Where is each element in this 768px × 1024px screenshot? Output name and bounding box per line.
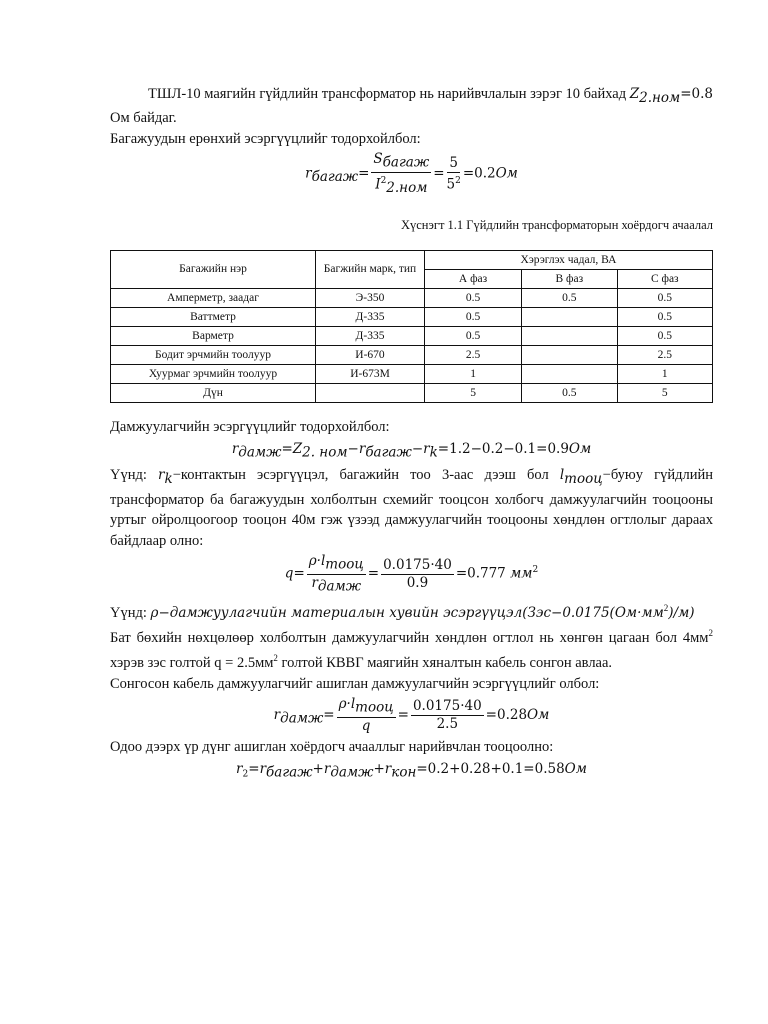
cell-a: 1 [425, 364, 522, 383]
formula5-lhs-sub: 2 [242, 770, 249, 781]
formula4-result: =0.28 [485, 707, 528, 724]
formula4-num2: 0.0175·40 [412, 698, 482, 715]
table-row [111, 364, 713, 383]
formula1-result: =0.2 [462, 165, 496, 182]
formula2-z-sub: 2. ном [302, 444, 348, 461]
formula4-num-sub: тооц [355, 699, 394, 716]
header-phase-b: В фаз [522, 269, 617, 288]
formula5-r3: r [384, 761, 392, 778]
formula3-num-sub: тооц [325, 557, 364, 574]
formula2-r1: r [358, 441, 366, 458]
para4-r: r [158, 467, 165, 484]
paragraph-resistivity [110, 598, 713, 623]
formula5-r3-sub: кон [391, 765, 417, 782]
formula4-fraction [337, 696, 396, 735]
formula5-r1-sub: багаж [266, 765, 313, 782]
para5-lead: Үүнд: [110, 604, 151, 621]
formula1-unit: Ом [495, 165, 518, 182]
cell-mark: Д-335 [316, 326, 425, 345]
cell-a: 0.5 [425, 288, 522, 307]
formula1-num: S [373, 151, 383, 168]
para4-text2: −буюу гүйдлийн трансформатор ба багажуудын холболтын схемийг тооцсон холбогч дамжуулагчийн тооцооны уртыг ойролцоогоор тооцон 40м гэж үзээд дамжуулагчийн тооцооны хөндлөн огтлолыг дараах байдлаар олно: [110, 467, 713, 549]
formula3-den: r [311, 575, 318, 592]
table-row [111, 345, 713, 364]
cell-b [522, 307, 617, 326]
formula3-unit: мм [510, 566, 533, 583]
cell-b [522, 326, 617, 345]
formula4-lhs: r [273, 707, 281, 724]
formula4-eq: = [323, 707, 335, 724]
formula4-eq2: = [397, 707, 409, 724]
table-caption: Хүснэгт 1.1 Гүйдлийн трансформаторын хоёрдогч ачаалал [400, 218, 713, 233]
para5-text: ρ−дамжуулагчийн материалын хувийн эсэргүүцэл(Зэс−0.0175(Ом·мм [150, 604, 664, 621]
para4-r-sub: k [164, 471, 173, 488]
formula1-fraction [371, 151, 431, 197]
paragraph-intro [110, 84, 713, 129]
table-row [111, 307, 713, 326]
formula3-num2: 0.0175·40 [383, 557, 452, 574]
formula3-num: ρ·l [308, 553, 326, 570]
table-row [111, 326, 713, 345]
header-instrument-name: Багажийн нэр [111, 250, 316, 288]
z-subscript: 2.ном [639, 89, 681, 106]
formula5-plus1: + [312, 761, 324, 778]
cell-name: Бодит эрчмийн тоолуур [111, 345, 316, 364]
para4-text1: −контактын эсэргүүцэл, багажийн тоо 3-аас дээш бол [172, 467, 560, 484]
formula5-unit: Ом [564, 761, 587, 778]
formula5-plus2: + [373, 761, 385, 778]
z-unit-text: Ом байдаг. [110, 110, 177, 127]
formula2-lhs: r [231, 441, 239, 458]
formula1-lhs-sub: багаж [311, 169, 359, 186]
cell-b [522, 345, 617, 364]
formula5-eq: = [248, 761, 260, 778]
paragraph-conductor-resistance: Дамжуулагчийн эсэргүүцлийг тодорхойлбол: [110, 418, 390, 435]
formula4-den: q [361, 717, 371, 734]
formula3-fraction2 [381, 557, 454, 592]
cell-b: 0.5 [522, 288, 617, 307]
formula1-den2-sup: 2 [455, 176, 461, 187]
document-body [110, 84, 713, 788]
formula3-den2: 0.9 [406, 575, 429, 592]
header-phase-a: А фаз [425, 269, 522, 288]
cell-c: 1 [617, 364, 712, 383]
cell-mark: И-670 [316, 345, 425, 364]
formula1-den2: 5 [446, 176, 456, 193]
formula-cross-section [110, 553, 713, 595]
formula5-lhs: r [236, 761, 243, 778]
paragraph-contact-resistance [110, 465, 713, 551]
formula2-r1-sub: багаж [365, 444, 412, 461]
paragraph-final-calc: Одоо дээрх үр дүнг ашиглан хоёрдогч ачааллыг нарийвчлан тооцоолно: [110, 738, 554, 755]
formula1-num2: 5 [449, 155, 458, 172]
para5-end: )/м) [668, 604, 695, 621]
formula2-rest: =1.2−0.2−0.1=0.9 [437, 441, 569, 458]
paragraph-selected-cable: Сонгосон кабель дамжуулагчийг ашиглан дамжуулагчийн эсэргүүцлийг олбол: [110, 675, 600, 692]
formula3-eq: = [293, 566, 305, 583]
cell-a: 2.5 [425, 345, 522, 364]
cell-c: 5 [617, 383, 712, 402]
formula1-den-sub: 2.ном [386, 180, 428, 197]
formula-cable-resistance [110, 696, 713, 735]
z-symbol: Z [629, 86, 640, 102]
cell-name: Ваттметр [111, 307, 316, 326]
para6-sup1: 2 [708, 628, 713, 639]
header-phase-c: С фаз [617, 269, 712, 288]
cell-a: 0.5 [425, 326, 522, 345]
cell-b: 0.5 [522, 383, 617, 402]
para4-l: l [559, 467, 565, 484]
para6-sup2: 2 [273, 653, 278, 664]
formula2-r2-sub: k [429, 444, 438, 461]
cell-name: Амперметр, заадаг [111, 288, 316, 307]
cell-mark: И-673М [316, 364, 425, 383]
formula1-den-sup: 2 [380, 176, 387, 187]
formula1-num-sub: багаж [382, 155, 430, 172]
formula1-eq: = [358, 165, 370, 182]
formula3-result: =0.777 [455, 566, 506, 583]
formula3-eq2: = [367, 566, 380, 583]
para4-l-sub: тооц [564, 471, 603, 488]
para6-text2: хэрэв зэс голтой q = 2.5мм [110, 655, 274, 672]
formula1-eq2: = [433, 165, 445, 182]
z-value: =0.8 [680, 86, 714, 102]
table-total-row [111, 383, 713, 402]
formula2-eq: = [281, 441, 293, 458]
cell-a: 0.5 [425, 307, 522, 326]
formula2-unit: Ом [568, 441, 592, 458]
cell-c: 0.5 [617, 326, 712, 345]
table-row [111, 288, 713, 307]
formula3-q: q [284, 566, 294, 583]
cell-c: 2.5 [617, 345, 712, 364]
header-instrument-mark: Багжийн марк, тип [316, 250, 425, 288]
formula4-den2: 2.5 [436, 716, 459, 733]
paragraph-cable-choice [110, 623, 713, 674]
cell-name: Варметр [111, 326, 316, 345]
para5-sup: 2 [663, 602, 669, 613]
cell-mark: Д-335 [316, 307, 425, 326]
para4-lead: Үүнд: [110, 467, 159, 484]
formula-secondary-load [110, 759, 713, 785]
cell-mark: Э-350 [316, 288, 425, 307]
formula4-unit: Ом [527, 707, 550, 724]
formula5-rest: =0.2+0.28+0.1=0.58 [416, 761, 565, 778]
table-header-row [111, 250, 713, 269]
formula3-unit-sup: 2 [532, 565, 539, 576]
header-power: Хэрэглэх чадал, ВА [425, 250, 713, 269]
cell-c: 0.5 [617, 288, 712, 307]
para6-text1: Бат бөхийн нөхцөлөөр холболтын дамжуулагчийн хөндлөн огтлол нь хөнгөн цагаан бол 4мм [110, 629, 709, 646]
formula2-z: Z [292, 441, 303, 458]
paragraph-instruments-resistance: Багажуудын ерөнхий эсэргүүцлийг тодорхойлбол: [110, 130, 421, 147]
cell-b [522, 364, 617, 383]
para6-text3: голтой КВВГ маягийн хяналтын кабель сонгон авлаа. [277, 655, 613, 672]
formula4-fraction2 [411, 698, 484, 733]
formula5-r2: r [323, 761, 331, 778]
formula2-r2: r [423, 441, 430, 458]
formula5-r1: r [259, 761, 267, 778]
formula1-fraction2 [447, 155, 461, 194]
formula3-den-sub: дамж [317, 578, 362, 595]
formula-conductor-resistance [110, 439, 713, 463]
cell-c: 0.5 [617, 307, 712, 326]
secondary-load-table [110, 250, 713, 403]
formula1-lhs: r [305, 165, 312, 182]
formula2-minus1: − [347, 441, 359, 458]
formula5-r2-sub: дамж [330, 765, 374, 782]
formula3-fraction [307, 553, 366, 595]
cell-name: Дүн [111, 383, 316, 402]
formula2-lhs-sub: дамж [238, 444, 282, 461]
formula1-den: I [375, 176, 381, 193]
intro-text: ТШЛ-10 маягийн гүйдлийн трансформатор нь нарийвчлалын зэрэг 10 байхад [148, 86, 627, 102]
cell-mark [316, 383, 425, 402]
formula2-minus2: − [411, 441, 424, 458]
cell-a: 5 [425, 383, 522, 402]
cell-name: Хуурмаг эрчмийн тоолуур [111, 364, 316, 383]
formula4-num: ρ·l [338, 696, 356, 713]
formula-instrument-resistance [110, 151, 713, 197]
formula4-lhs-sub: дамж [280, 710, 324, 727]
